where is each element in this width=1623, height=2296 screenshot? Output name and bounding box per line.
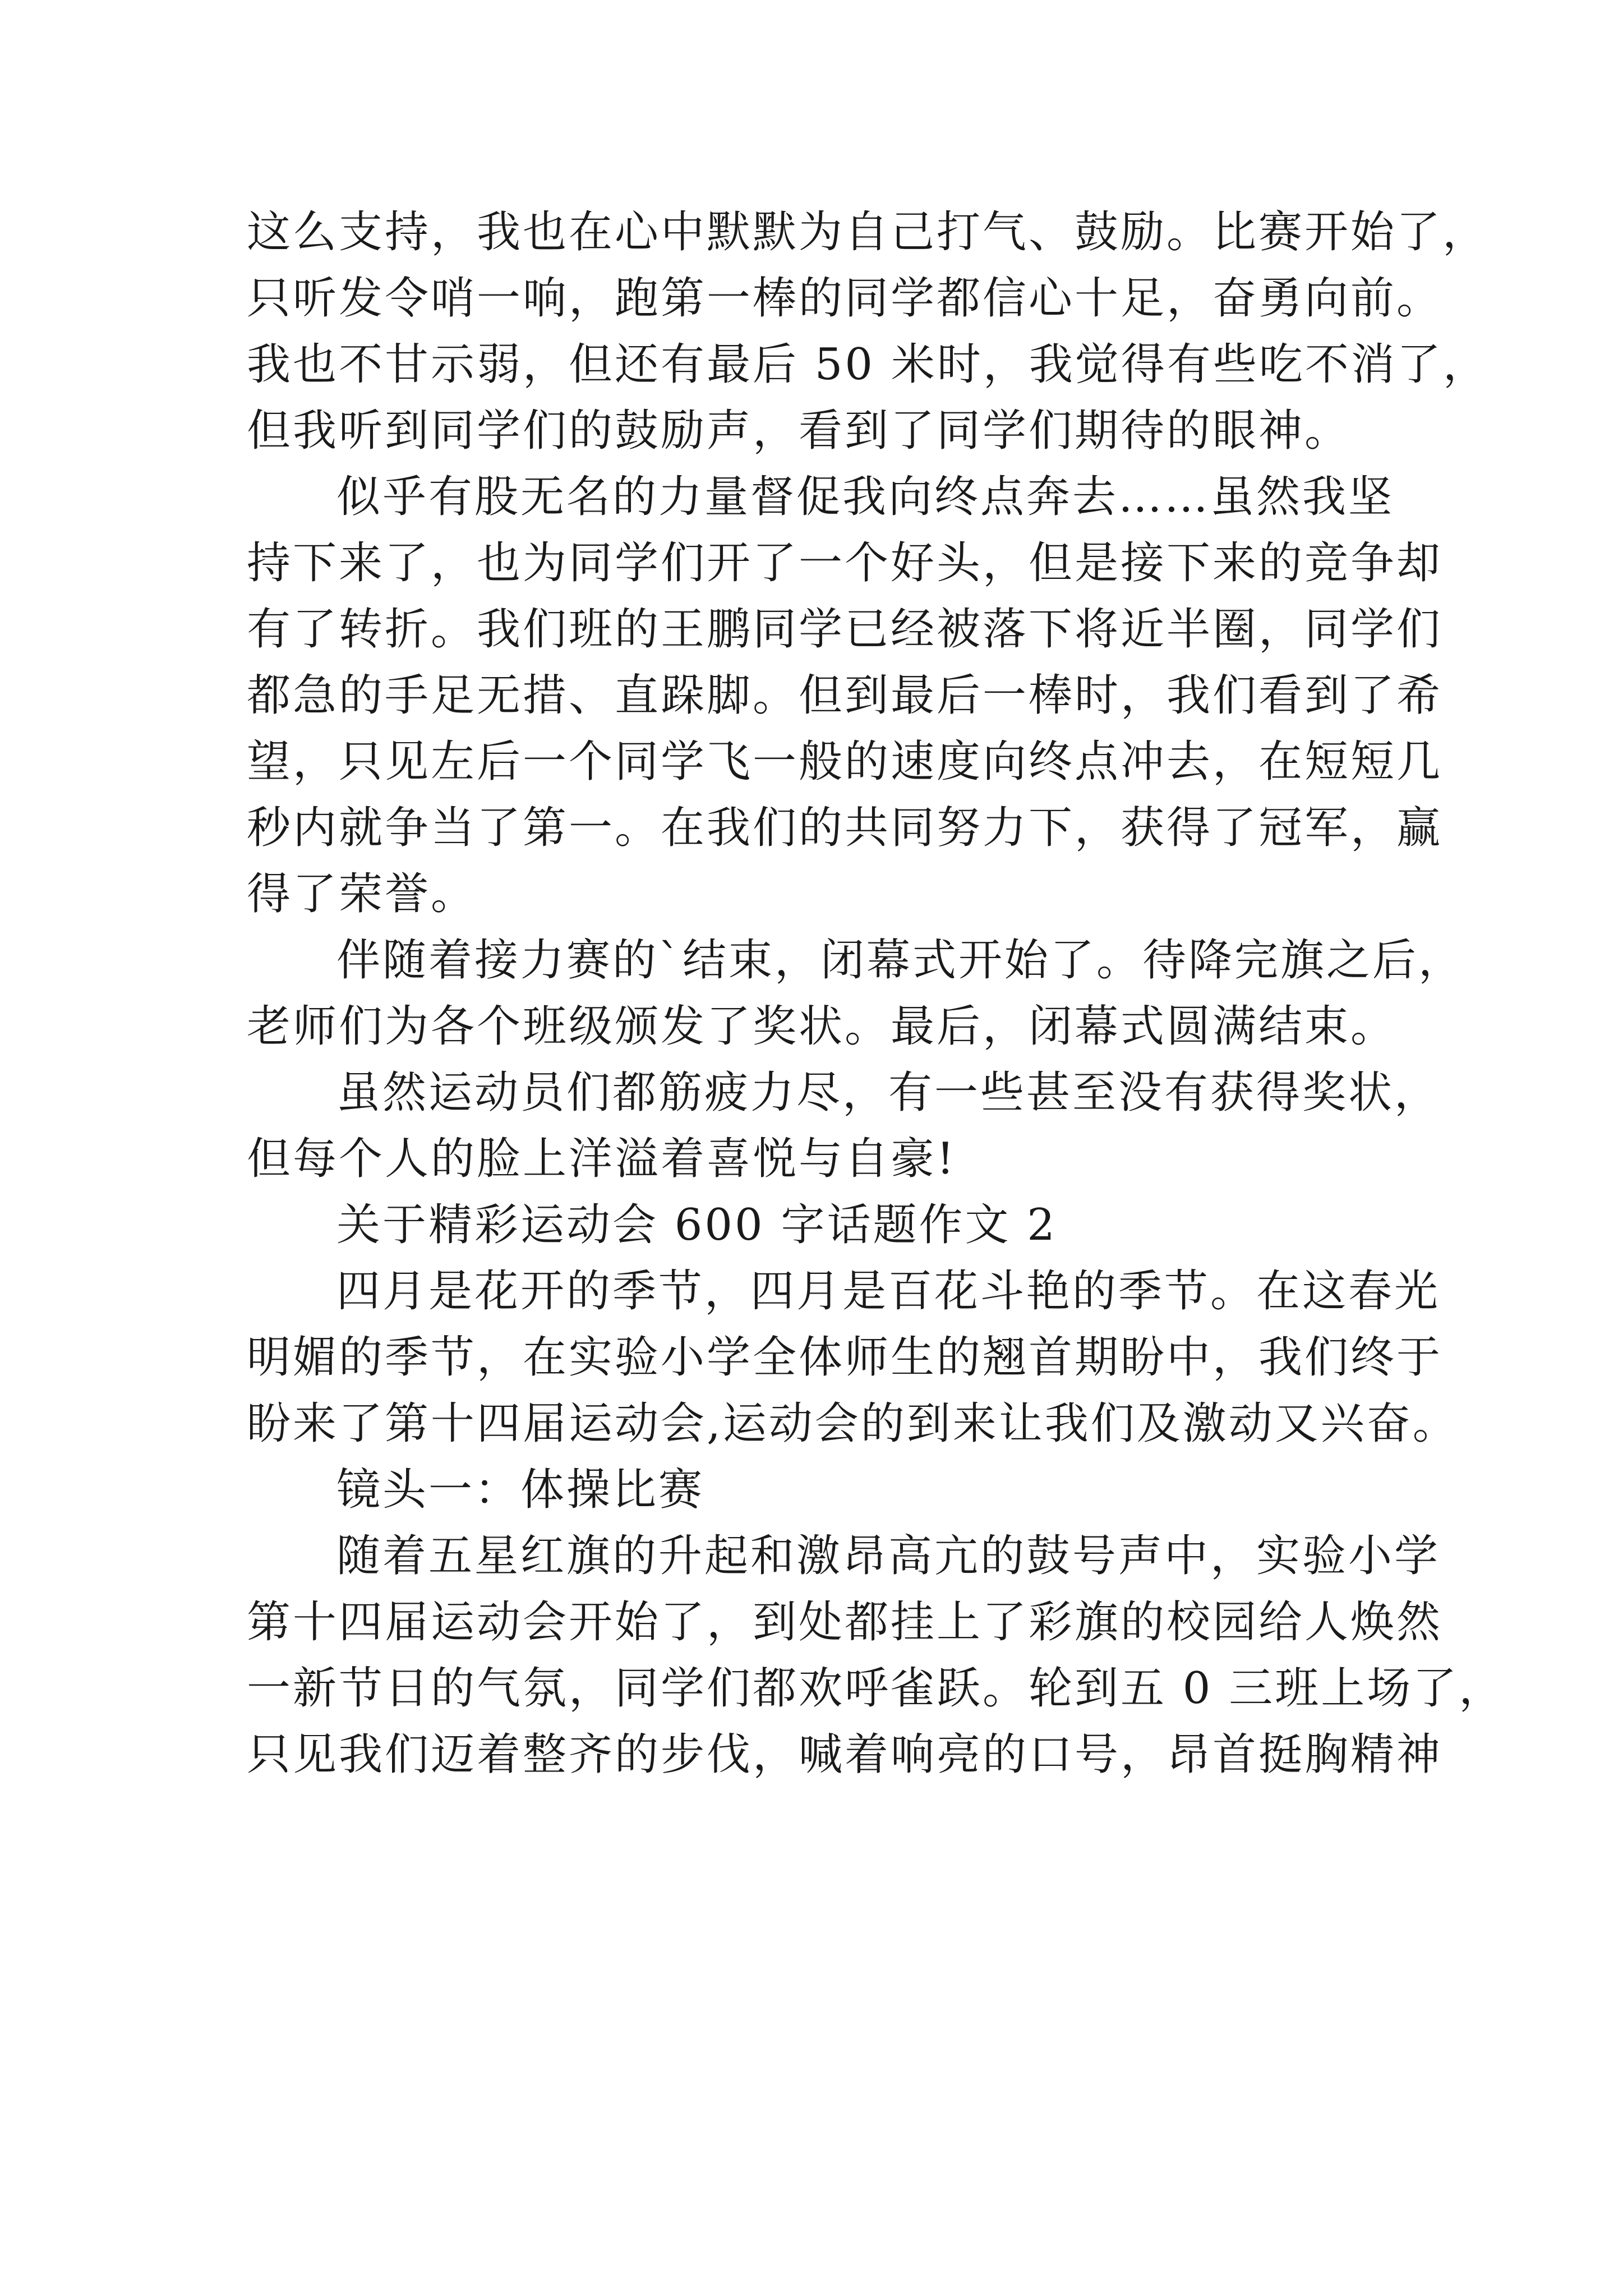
text-line: 四月是花开的季节，四月是百花斗艳的季节。在这春光 [336,1266,1441,1317]
text-line: 但我听到同学们的鼓励声，看到了同学们期待的眼神。 [247,406,1351,456]
text-line: 秒内就争当了第一。在我们的共同努力下，获得了冠军，赢 [247,803,1443,853]
text-line: 一新节日的气氛，同学们都欢呼雀跃。轮到五 0 三班上场了， [247,1663,1505,1714]
section-heading: 关于精彩运动会 600 字话题作文 2 [336,1200,1057,1250]
text-line: 盼来了第十四届运动会,运动会的到来让我们及激动又兴奋。 [247,1398,1459,1449]
document-body [247,199,1505,1788]
text-line: 我也不甘示弱，但还有最后 50 米时，我觉得有些吃不消了， [247,339,1489,390]
text-line: 老师们为各个班级颁发了奖状。最后，闭幕式圆满结束。 [247,1001,1397,1052]
text-line: 都急的手足无措、直跺脚。但到最后一棒时，我们看到了希 [247,670,1443,721]
text-line: 随着五星红旗的升起和激昂高亢的鼓号声中，实验小学 [336,1531,1441,1581]
text-line: 只听发令哨一响，跑第一棒的同学都信心十足，奋勇向前。 [247,273,1443,324]
text-line: 明媚的季节，在实验小学全体师生的翘首期盼中，我们终于 [247,1332,1443,1383]
subsection-heading: 镜头一：体操比赛 [336,1465,705,1515]
text-line: 虽然运动员们都筋疲力尽，有一些甚至没有获得奖状， [336,1068,1441,1118]
text-line: 但每个人的脸上洋溢着喜悦与自豪! [247,1134,957,1184]
text-line: 这么支持，我也在心中默默为自己打气、鼓励。比赛开始了， [247,207,1489,257]
text-line: 似乎有股无名的力量督促我向终点奔去……虽然我坚 [336,472,1395,522]
text-line: 伴随着接力赛的`结束，闭幕式开始了。待降完旗之后， [336,935,1465,986]
text-line: 只见我们迈着整齐的步伐，喊着响亮的口号，昂首挺胸精神 [247,1729,1443,1780]
text-line: 持下来了，也为同学们开了一个好头，但是接下来的竞争却 [247,538,1443,588]
text-line: 望，只见左后一个同学飞一般的速度向终点冲去，在短短几 [247,737,1443,787]
text-line: 有了转折。我们班的王鹏同学已经被落下将近半圈，同学们 [247,604,1443,655]
text-line: 第十四届运动会开始了，到处都挂上了彩旗的校园给人焕然 [247,1597,1443,1648]
text-line: 得了荣誉。 [247,869,477,919]
